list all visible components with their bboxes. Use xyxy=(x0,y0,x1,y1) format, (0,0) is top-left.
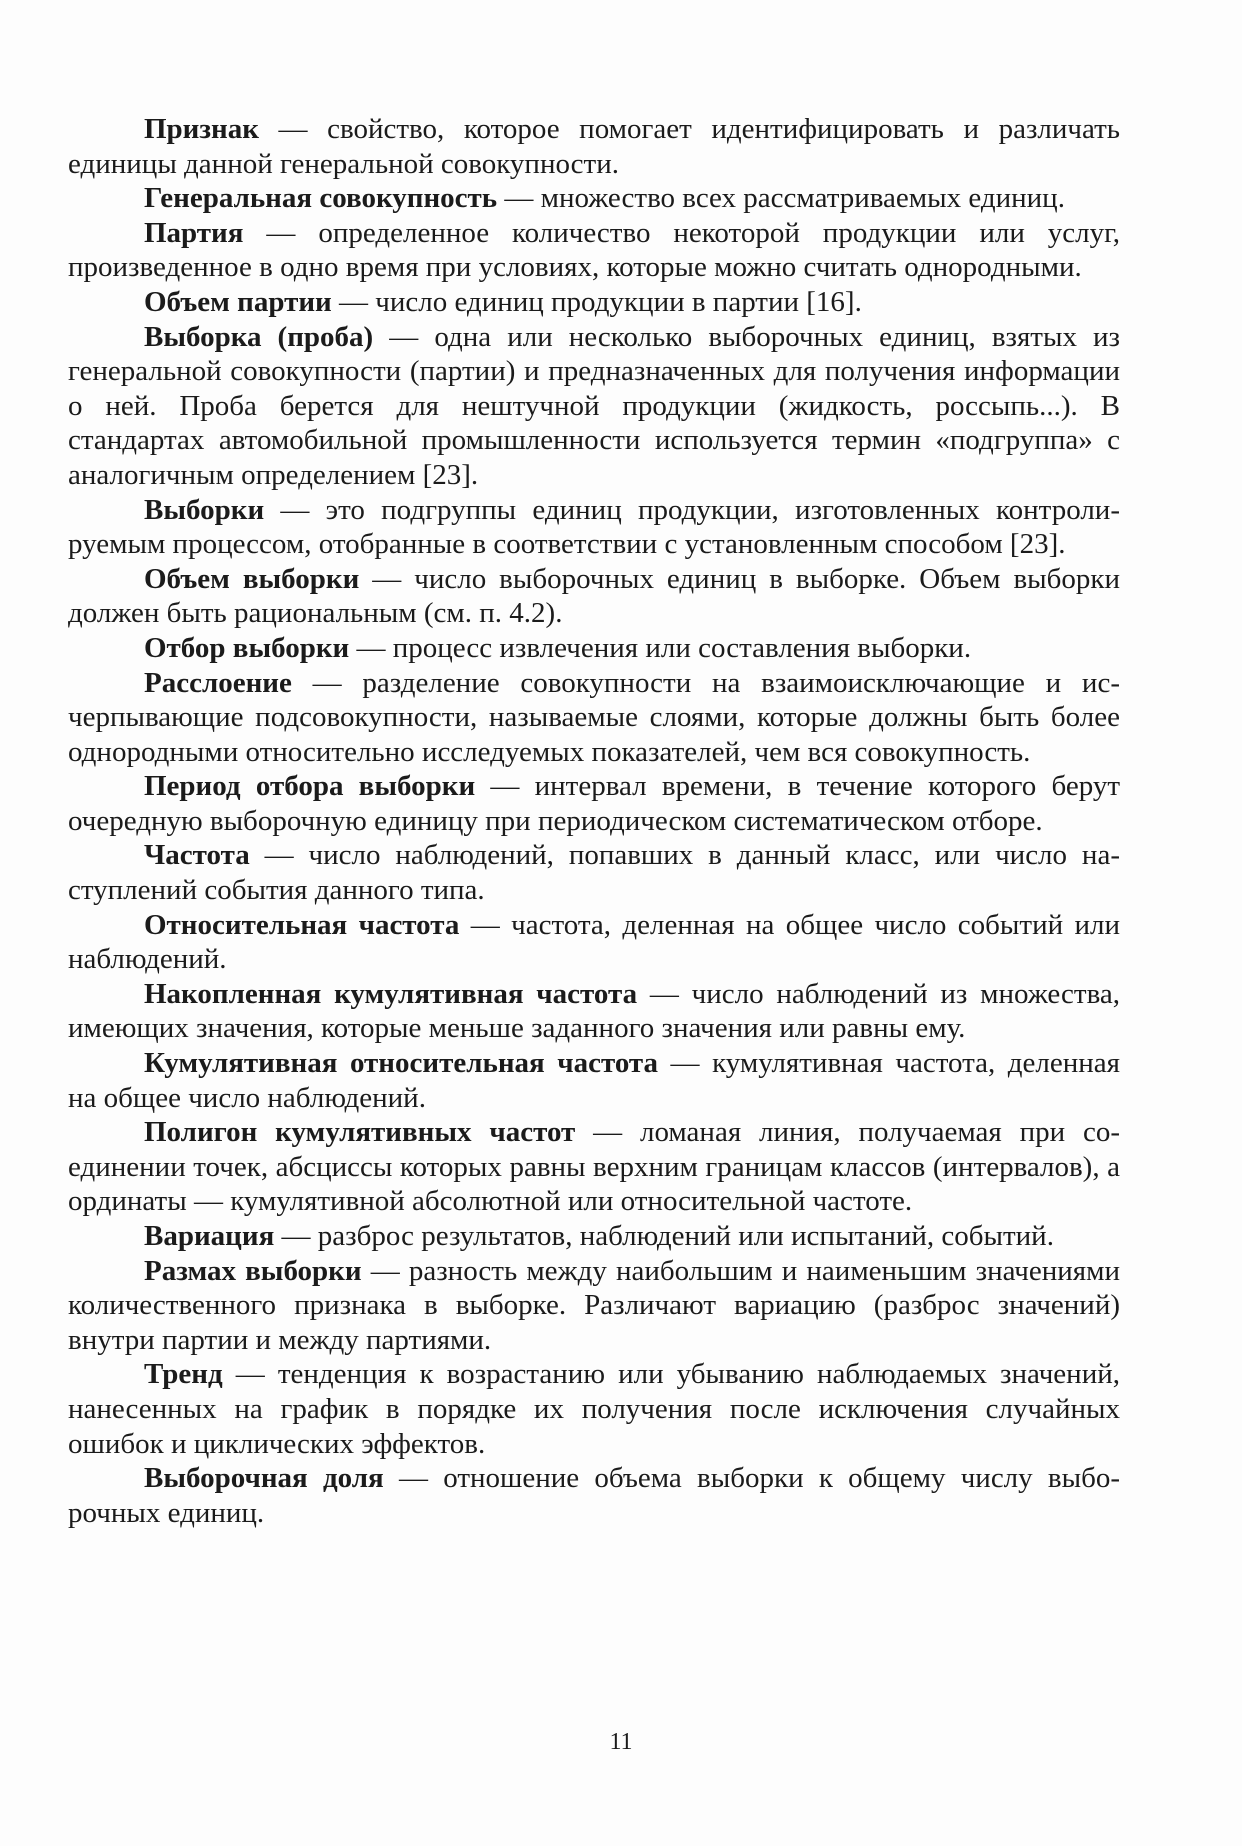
glossary-entry xyxy=(68,1115,1120,1219)
term: Партия xyxy=(144,216,244,249)
term: Вариация xyxy=(144,1220,275,1252)
definition: — определенное количество некоторой продукции или услуг, произведенное в одно время при условиях, которые можно считать однородными. xyxy=(68,216,1120,284)
definition: — интервал времени, в течение которого берут очередную выборочную единицу при периодическом систематическом отборе. xyxy=(68,770,1120,837)
glossary-entry xyxy=(68,1461,1120,1530)
glossary-entry xyxy=(68,216,1120,285)
glossary-entry xyxy=(68,1357,1120,1461)
glossary-entry xyxy=(68,908,1120,977)
term: Объем выборки xyxy=(144,562,360,595)
glossary-entry xyxy=(68,1046,1120,1115)
term: Выборки xyxy=(144,493,265,526)
term: Объем партии xyxy=(144,285,332,318)
definition: — это подгруппы единиц продукции, изготовленных контролируемым процессом, отобранные в соответствии с установленным способом [23]. xyxy=(68,493,1120,561)
term: Размах выборки xyxy=(144,1254,362,1287)
definition: — тенденция к возрастанию или убыванию наблюдаемых значений, нанесенных на график в порядке их получения после исключения случайных ошибок и циклических эффектов. xyxy=(68,1358,1120,1460)
glossary-entry xyxy=(68,977,1120,1046)
term: Расслоение xyxy=(144,666,292,699)
term: Признак xyxy=(144,113,259,145)
glossary-text xyxy=(68,112,1120,1530)
definition: — разделение совокупности на взаимоисключающие и исчерпывающие подсовокупности, называемые слоями, которые должны быть более однородными относительно исследуемых показателей, чем вся совокупность. xyxy=(68,666,1120,768)
term: Частота xyxy=(144,839,250,872)
glossary-entry xyxy=(68,631,1120,666)
definition: — разность между наибольшим и наименьшим значениями количественного признака в выборке. Различают вариацию (разброс значений) внутри партии и между партиями. xyxy=(68,1254,1120,1356)
definition: — число наблюдений, попавших в данный класс, или число наступлений события данного типа. xyxy=(68,839,1120,907)
definition: — число единиц продукции в партии [16]. xyxy=(331,285,862,318)
glossary-entry xyxy=(68,493,1120,562)
definition: — отношение объема выборки к общему числу выборочных единиц. xyxy=(68,1462,1121,1529)
definition: — число выборочных единиц в выборке. Объем выборки должен быть рациональным (см. п. 4.2). xyxy=(68,562,1120,630)
definition: — одна или несколько выборочных единиц, взятых из генеральной совокупности (партии) и предназначенных для получения информации о ней. Проба берется для нештучной продукции (жидкость, россыпь...). В стандартах автомобильной промышленности используется термин «подгруппа» с аналогичным определением [23]. xyxy=(68,320,1120,491)
glossary-entry xyxy=(68,769,1120,838)
definition: — множество всех рассматриваемых единиц. xyxy=(497,182,1065,215)
glossary-entry xyxy=(68,1219,1120,1254)
term: Тренд xyxy=(144,1358,223,1391)
term: Отбор выборки xyxy=(144,631,350,664)
definition: — частота, деленная на общее число событий или наблюдений. xyxy=(68,908,1120,976)
glossary-entry xyxy=(68,666,1120,770)
glossary-entry xyxy=(68,285,1120,320)
term: Выборочная доля xyxy=(144,1462,384,1495)
term: Выборка (проба) xyxy=(144,320,374,353)
glossary-entry xyxy=(68,320,1120,493)
definition: — число наблюдений из множества, имеющих значения, которые меньше заданного значения или равны ему. xyxy=(68,977,1120,1045)
definition: — процесс извлечения или составления выборки. xyxy=(349,631,972,664)
definition: — свойство, которое помогает идентифицировать и различать единицы данной генеральной совокупности. xyxy=(68,113,1120,180)
glossary-entry xyxy=(68,112,1120,181)
page-number: 11 xyxy=(609,1729,633,1755)
glossary-entry xyxy=(68,1254,1120,1358)
definition: — ломаная линия, получаемая при соединении точек, абсциссы которых равны верхним границам классов (интервалов), а ординаты — кумулятивной абсолютной или относительной частоте. xyxy=(68,1116,1120,1218)
definition: — разброс результатов, наблюдений или испытаний, событий. xyxy=(274,1220,1054,1252)
glossary-entry xyxy=(68,181,1120,216)
term: Период отбора выборки xyxy=(144,770,476,803)
term: Накопленная кумулятивная частота xyxy=(144,977,638,1010)
term: Генеральная совокупность xyxy=(144,182,498,215)
term: Относительная частота xyxy=(144,908,460,941)
term: Полигон кумулятивных частот xyxy=(144,1116,576,1149)
glossary-entry xyxy=(68,562,1120,631)
glossary-entry xyxy=(68,838,1120,907)
definition: — кумулятивная частота, деленная на общее число наблюдений. xyxy=(68,1047,1121,1114)
term: Кумулятивная относительная частота xyxy=(144,1047,659,1080)
